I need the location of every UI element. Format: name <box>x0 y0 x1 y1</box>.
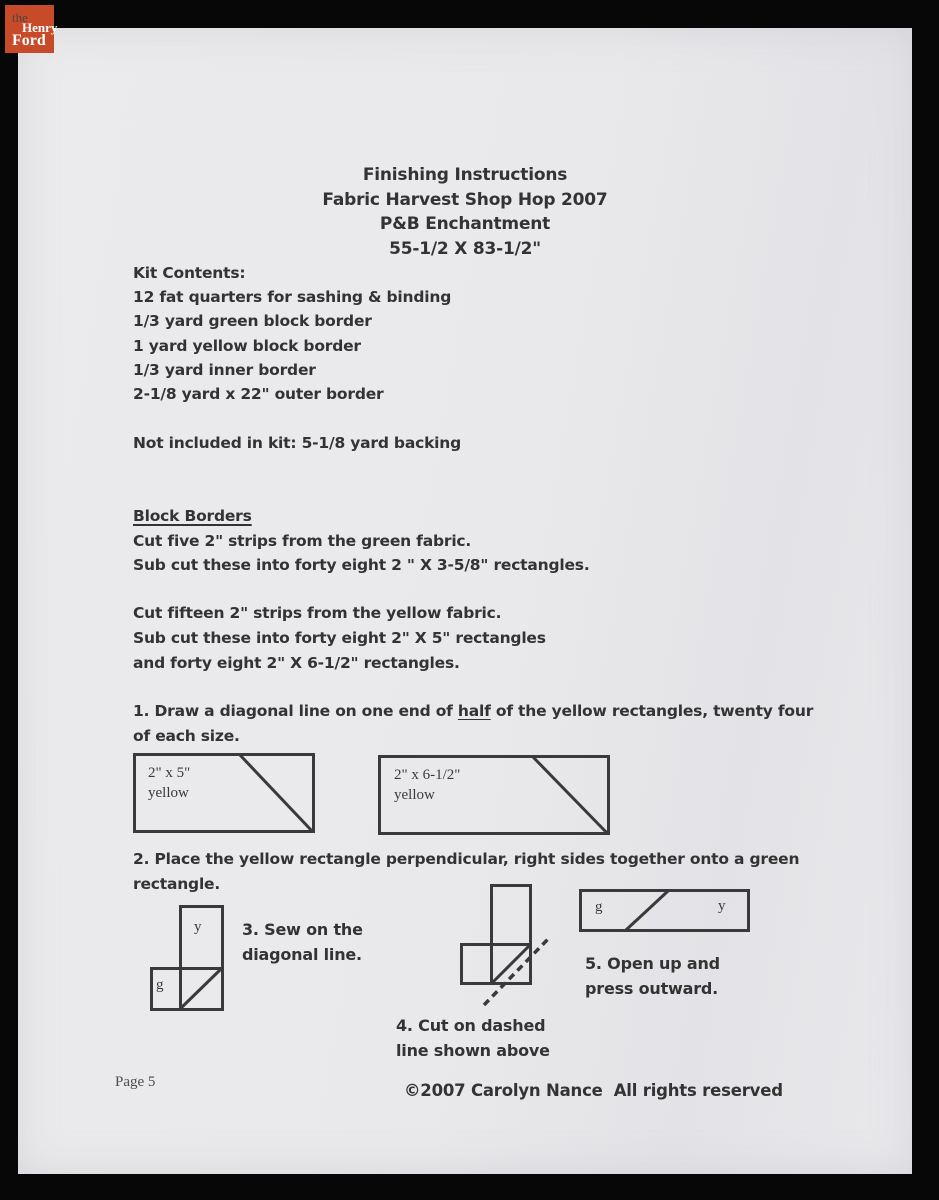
kit-item: 2-1/8 yard x 22" outer border <box>133 385 384 404</box>
yellow-label: y <box>718 898 726 914</box>
kit-item: 1/3 yard inner border <box>133 360 316 379</box>
rect-fabric-label: yellow <box>148 785 189 801</box>
document-page <box>18 28 912 1174</box>
step-1-half-underlined: half <box>457 702 491 720</box>
step-2-line-1: 2. Place the yellow rectangle perpendicular, right sides together onto a green <box>133 850 800 868</box>
yellow-label: y <box>194 919 202 935</box>
title-line-4: 55-1/2 X 83-1/2" <box>389 238 541 259</box>
green-label: g <box>156 977 164 993</box>
rect-fabric-label: yellow <box>394 787 435 803</box>
title-line-2: Fabric Harvest Shop Hop 2007 <box>322 189 608 210</box>
page-number: Page 5 <box>115 1074 156 1090</box>
rect-size-label: 2" x 5" <box>148 765 191 781</box>
cut-dashed-line <box>484 937 550 1005</box>
logo-henry-text: Henry <box>22 20 58 35</box>
copyright-line: ©2007 Carolyn Nance All rights reserved <box>404 1081 783 1100</box>
step-5-line-2: press outward. <box>585 979 719 998</box>
not-included-note: Not included in kit: 5-1/8 yard backing <box>133 434 462 452</box>
step-5-text <box>585 951 720 1001</box>
diagram-step-3-placement <box>150 905 224 1011</box>
step-3-line-2: diagonal line. <box>242 945 362 964</box>
kit-item: 1 yard yellow block border <box>133 336 361 355</box>
cut-lines-drawing <box>460 884 560 1018</box>
henry-ford-logo <box>5 5 58 53</box>
step-1-line-2: of each size. <box>133 727 240 745</box>
title-line-1: Finishing Instructions <box>362 165 568 185</box>
kit-contents-heading: Kit Contents: <box>133 264 246 282</box>
step-2-line-2: rectangle. <box>133 875 221 893</box>
step-1-line-1 <box>133 699 813 724</box>
step-3-line-1: 3. Sew on the <box>242 920 363 939</box>
rect-size-label: 2" x 6-1/2" <box>394 767 461 783</box>
title-line-3: P&B Enchantment <box>379 214 551 234</box>
sew-diagonal-line <box>150 905 224 1011</box>
block-borders-section <box>133 504 590 578</box>
diagram-rect-2x5 <box>133 753 315 833</box>
step-4-line-2: line shown above <box>396 1041 550 1060</box>
step-1-post: of the yellow rectangles, twenty four <box>490 702 814 720</box>
diagram-step-4-cut <box>460 884 560 1018</box>
logo-the-text: the <box>12 10 28 25</box>
diagram-rect-2x65 <box>378 755 610 835</box>
yellow-subcut-line-1: Sub cut these into forty eight 2" X 5" rectangles <box>133 629 546 647</box>
yellow-cut-section <box>133 601 546 676</box>
green-label: g <box>595 899 603 915</box>
kit-item: 1/3 yard green block border <box>133 312 372 331</box>
step-5-line-1: 5. Open up and <box>585 954 720 973</box>
step-3-text <box>242 917 363 967</box>
block-borders-heading: Block Borders <box>133 507 252 525</box>
step-1-pre: 1. Draw a diagonal line on one end of <box>133 702 458 720</box>
yellow-cut-line: Cut fifteen 2" strips from the yellow fabric. <box>133 604 502 622</box>
step-4-text <box>396 1013 550 1063</box>
diagram-step-5-open <box>579 889 750 932</box>
kit-contents-list <box>133 261 451 406</box>
green-subcut-line: Sub cut these into forty eight 2 " X 3-5/8" rectangles. <box>133 556 590 574</box>
document-title <box>18 163 912 261</box>
kit-item: 12 fat quarters for sashing & binding <box>133 288 452 307</box>
yellow-subcut-line-2: and forty eight 2" X 6-1/2" rectangles. <box>133 654 460 672</box>
step-4-line-1: 4. Cut on dashed <box>396 1016 546 1035</box>
green-cut-line: Cut five 2" strips from the green fabric. <box>133 531 472 550</box>
logo-ford-text: Ford <box>12 32 46 49</box>
step-1-text <box>133 699 813 749</box>
